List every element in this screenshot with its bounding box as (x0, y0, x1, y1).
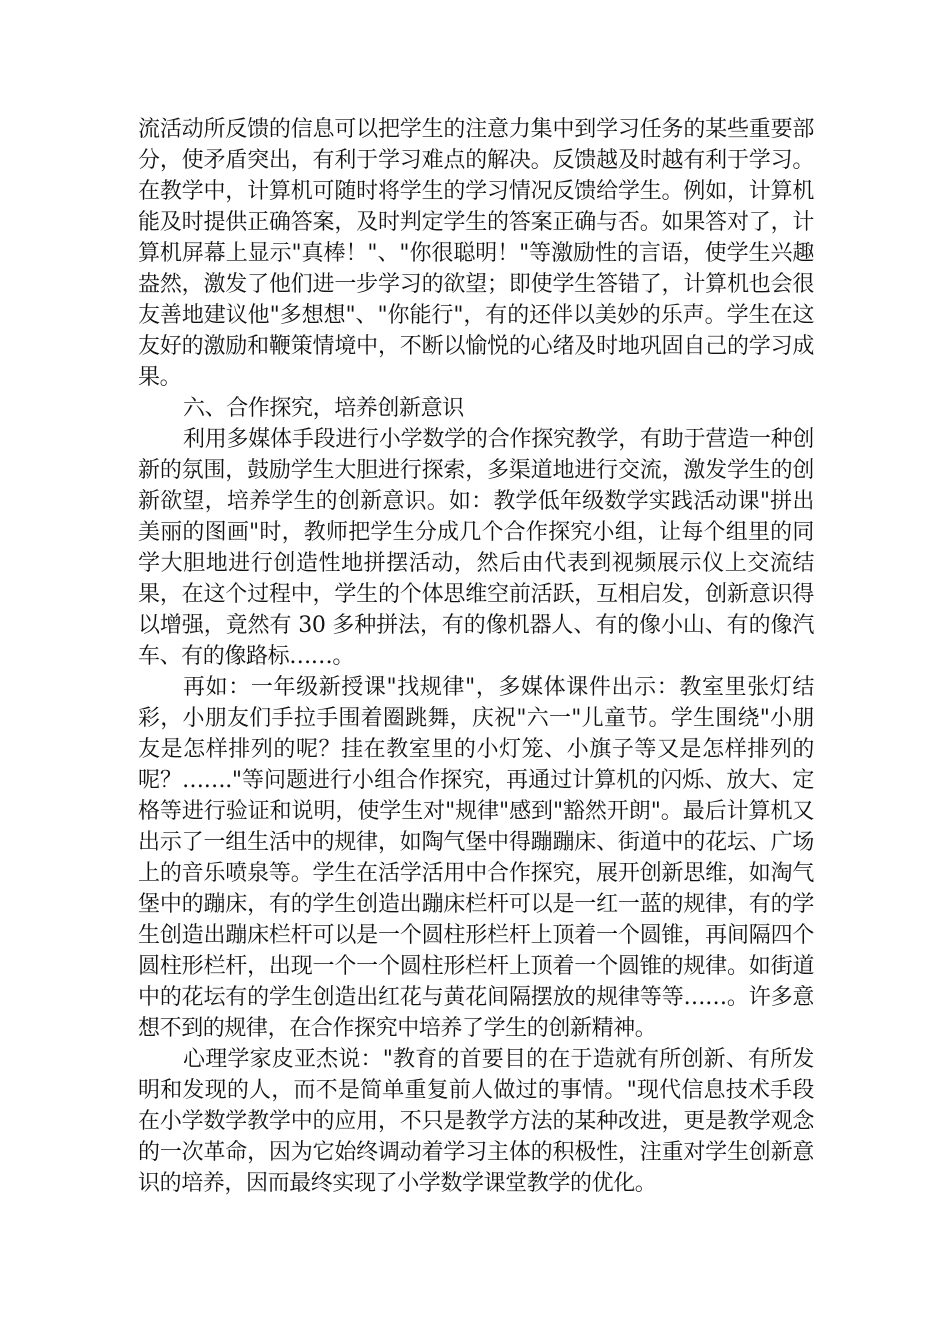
section-heading-cooperative-inquiry: 六、合作探究，培养创新意识 (183, 396, 464, 421)
paragraph-find-patterns-example: 再如：一年级新授课"找规律"，多媒体课件出示：教室里张灯结彩，小朋友们手拉手围着圈跳舞，庆祝"六一"儿童节。学生围绕"小朋友是怎样排列的呢？挂在教室里的小灯笼、小旗子等又是怎样排列的呢？……."等问题进行小组合作探究，再通过计算机的闪烁、放大、定格等进行验证和说明，使学生对"规律"感到"豁然开朗"。最后计算机又出示了一组生活中的规律，如陶气堡中得蹦蹦床、街道中的花坛、广场上的音乐喷泉等。学生在活学活用中合作探究，展开创新思维，如淘气堡中的蹦床，有的学生创造出蹦床栏杆可以是一红一蓝的规律，有的学生创造出蹦床栏杆可以是一个圆柱形栏杆上顶着一个圆锥，再间隔四个圆柱形栏杆，出现一个一个圆柱形栏杆上顶着一个圆锥的规律。如街道中的花坛有的学生创造出红花与黄花间隔摆放的规律等等……。许多意想不到的规律，在合作探究中培养了学生的创新精神。 (138, 675, 814, 1041)
paragraph-multimedia-cooperation: 利用多媒体手段进行小学数学的合作探究教学，有助于营造一种创新的氛围，鼓励学生大胆进行探索，多渠道地进行交流，激发学生的创新欲望，培养学生的创新意识。如：教学低年级数学实践活动课"拼出美丽的图画"时，教师把学生分成几个合作探究小组，让每个组里的同学大胆地进行创造性地拼摆活动，然后由代表到视频展示仪上交流结果，在这个过程中，学生的个体思维空前活跃，互相启发，创新意识得以增强，竟然有 30 多种拼法，有的像机器人、有的像小山、有的像汽车、有的像路标……。 (138, 427, 814, 669)
paragraph-feedback-continued: 流活动所反馈的信息可以把学生的注意力集中到学习任务的某些重要部分，使矛盾突出，有利于学习难点的解决。反馈越及时越有利于学习。在教学中，计算机可随时将学生的学习情况反馈给学生。例如，计算机能及时提供正确答案，及时判定学生的答案正确与否。如果答对了，计算机屏幕上显示"真棒！"、"你很聪明！"等激励性的言语，使学生兴趣盎然，激发了他们进一步学习的欲望；即使学生答错了，计算机也会很友善地建议他"多想想"、"你能行"，有的还伴以美妙的乐声。学生在这友好的激励和鞭策情境中，不断以愉悦的心绪及时地巩固自己的学习成果。 (138, 117, 814, 390)
document-body (138, 114, 814, 1199)
paragraph-piaget-conclusion: 心理学家皮亚杰说："教育的首要目的在于造就有所创新、有所发明和发现的人，而不是简单重复前人做过的事情。"现代信息技术手段在小学数学教学中的应用，不只是教学方法的某种改进，更是教学观念的一次革命，因为它始终调动着学习主体的积极性，注重对学生创新意识的培养，因而最终实现了小学数学课堂教学的优化。 (138, 1047, 814, 1196)
